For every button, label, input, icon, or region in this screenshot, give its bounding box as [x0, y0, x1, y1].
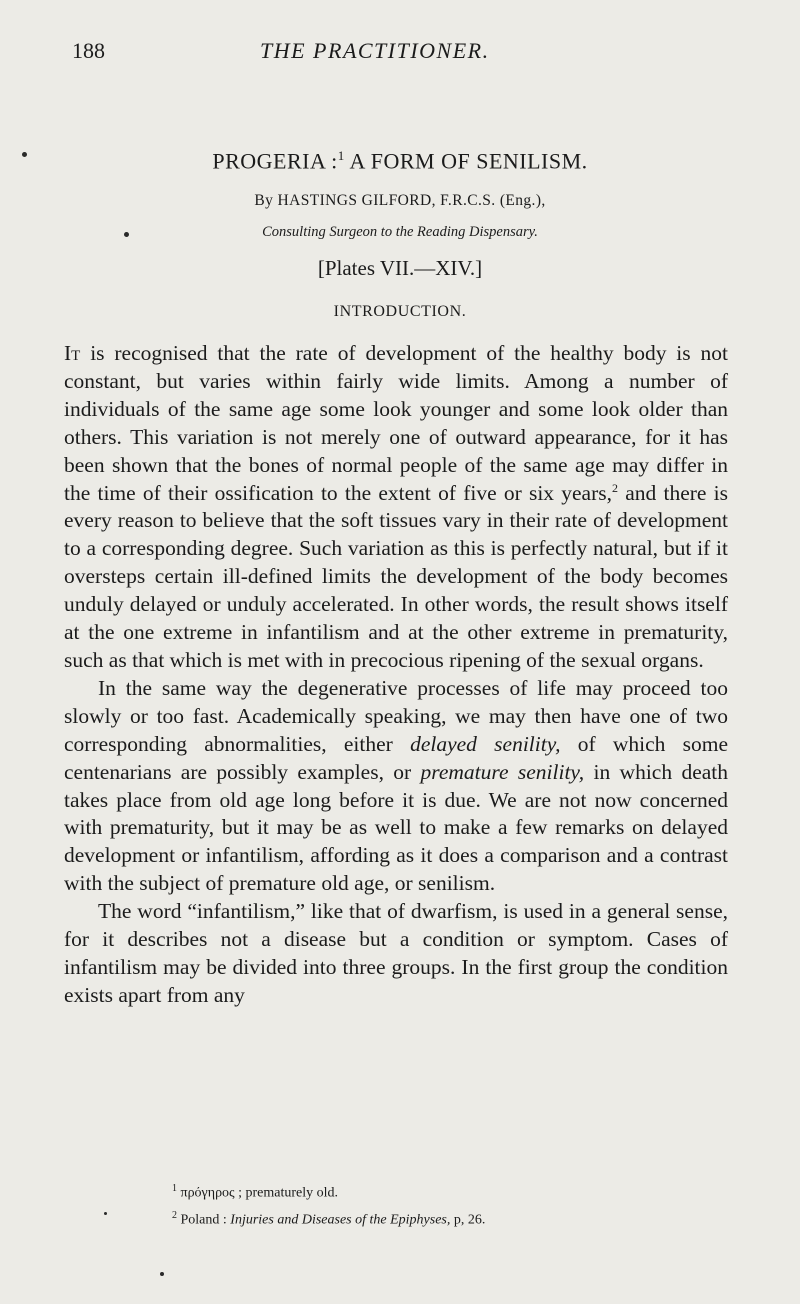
- journal-title: THE PRACTITIONER.: [260, 38, 490, 63]
- paper-speck: [22, 152, 27, 157]
- article-title: [0, 148, 800, 174]
- body-text: [64, 340, 728, 1010]
- title-rest: A FORM OF SENILISM.: [344, 148, 588, 174]
- paper-speck: [160, 1272, 164, 1276]
- page-number: 188: [72, 38, 105, 63]
- byline: [0, 192, 800, 210]
- paper-speck: [124, 232, 129, 237]
- footnote-mark-2: 2: [612, 480, 619, 495]
- footnote-2: $^2$ Poland : Injuries and Diseases of the Epiphyses, p, 26.: [172, 1209, 486, 1228]
- title-main: PROGERIA :: [212, 148, 338, 174]
- plates-reference: [Plates VII.—XIV.]: [317, 256, 483, 280]
- title-footnote-mark: 1: [337, 148, 345, 163]
- paragraph-2: In the same way the degenerative processes of life may proceed too slowly or too fast. Academically speaking, we may then have one of two corresponding abnormalities, either delayed senility, of which some centenarians are possibly examples, or premature senility, in which death takes place from old age long before it is due. We are not now concerned with prematurity, but it may be as well to make a few remarks on delayed development or infantilism, affording as it does a comparison and a contrast with the subject of premature old age, or senilism.: [64, 675, 729, 896]
- paragraph-1-opening-word: It: [64, 341, 81, 365]
- paragraph-3: The word “infantilism,” like that of dwarfism, is used in a general sense, for it describes not a disease but a condition or symptom. Cases of infantilism may be divided into three groups. In the first group the condition exists apart from any: [64, 899, 728, 1007]
- term-delayed-senility: delayed senility,: [410, 731, 561, 756]
- author-degree: (Eng.),: [499, 192, 546, 209]
- paragraph-1: It is recognised that the rate of development of the healthy body is not constant, but varies within fairly wide limits. Among a number of individuals of the same age some look younger and some look older than others. This variation is not merely one of outward appearance, for it has been shown that the bones of normal people of the same age may differ in the time of their ossification to the extent of five or six years,$^2$ and there is every reason to believe that the soft tissues vary in their rate of development to a corresponding degree. Such variation as this is perfectly natural, but if it oversteps certain ill-defined limits the development of the body becomes unduly delayed or unduly accelerated. In other words, the result shows itself at the one extreme in infantilism and at the other extreme in prematurity, such as that which is met with in precocious ripening of the sexual organs.: [64, 341, 728, 672]
- byline-by: By: [254, 192, 274, 209]
- paper-speck: [104, 1212, 107, 1215]
- term-premature-senility: premature senility,: [420, 759, 585, 784]
- running-head: [72, 38, 732, 68]
- footnotes: [172, 1178, 732, 1231]
- section-heading: INTRODUCTION.: [333, 303, 467, 320]
- footnote-1: $^1$ πρόγηρος ; prematurely old.: [172, 1183, 339, 1201]
- author-affiliation: Consulting Surgeon to the Reading Dispensary.: [262, 224, 538, 240]
- author-name: HASTINGS GILFORD, F.R.C.S.: [277, 192, 496, 209]
